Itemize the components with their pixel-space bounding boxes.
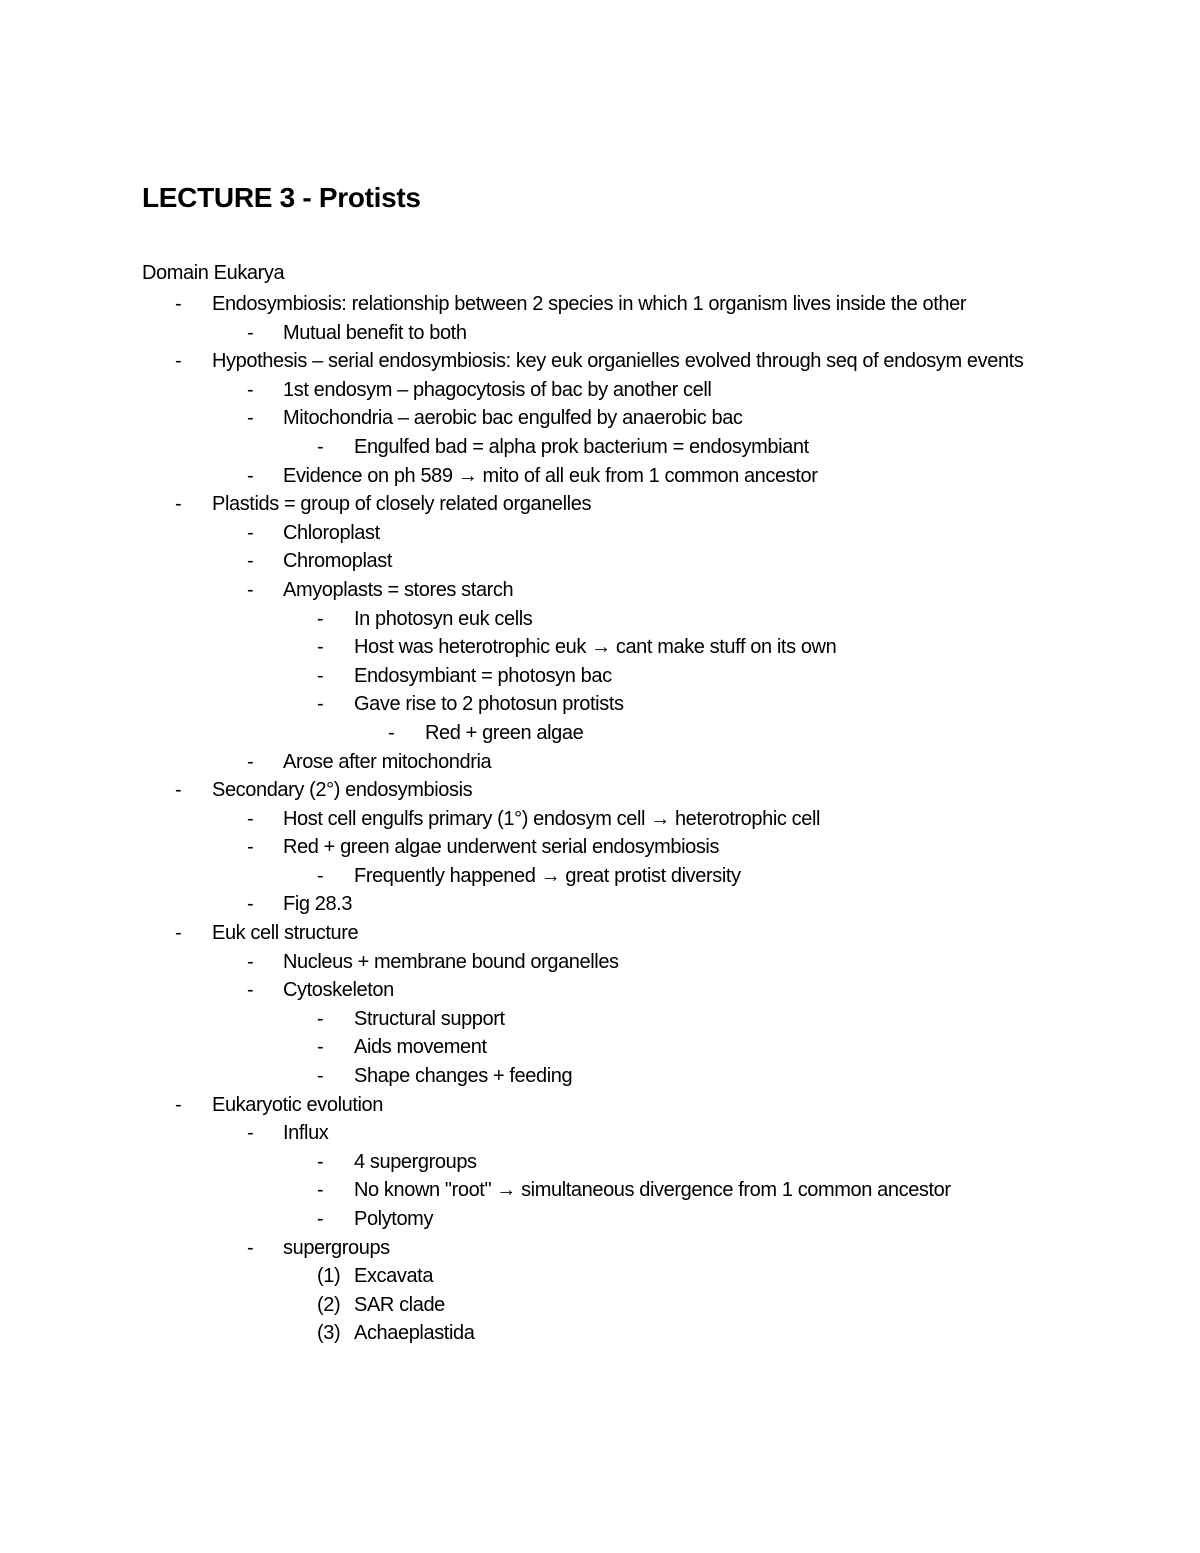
list-item xyxy=(0,576,1200,605)
list-item-text: Plastids = group of closely related organelles xyxy=(212,493,592,516)
list-item xyxy=(0,519,1200,548)
bullet-dash: - xyxy=(247,1236,254,1259)
list-item-text: Endosymbiosis: relationship between 2 species in which 1 organism lives inside the other xyxy=(212,293,967,315)
list-item xyxy=(0,605,1200,634)
list-item-text: Host cell engulfs primary (1°) endosym cell → heterotrophic cell xyxy=(283,807,821,830)
item-number: (1) xyxy=(317,1265,341,1288)
list-item xyxy=(0,1033,1200,1062)
bullet-dash: - xyxy=(247,979,254,1002)
bullet-dash: - xyxy=(247,836,254,859)
list-item-text: Polytomy xyxy=(354,1208,434,1230)
list-item-text: 1st endosym – phagocytosis of bac by another cell xyxy=(283,378,712,401)
list-item xyxy=(0,890,1200,919)
bullet-dash: - xyxy=(317,693,324,716)
bullet-dash: - xyxy=(247,893,254,916)
list-item-text: Chromoplast xyxy=(283,550,392,573)
bullet-dash: - xyxy=(317,664,324,687)
list-item xyxy=(0,1176,1200,1205)
list-item-text: Shape changes + feeding xyxy=(354,1065,573,1088)
list-item xyxy=(0,290,1200,319)
list-item-text: Host was heterotrophic euk → cant make stuff on its own xyxy=(354,636,837,659)
numbered-item xyxy=(0,1319,1200,1348)
bullet-dash: - xyxy=(175,922,182,945)
list-item-text: Mutual benefit to both xyxy=(283,321,467,344)
list-item xyxy=(0,462,1200,491)
list-item-text: Engulfed bad = alpha prok bacterium = endosymbiant xyxy=(354,435,809,458)
list-item xyxy=(0,490,1200,519)
bullet-dash: - xyxy=(247,321,254,344)
bullet-dash: - xyxy=(175,293,182,315)
list-item-text: Endosymbiant = photosyn bac xyxy=(354,664,612,687)
list-item xyxy=(0,376,1200,405)
list-item-text: Mitochondria – aerobic bac engulfed by anaerobic bac xyxy=(283,407,743,430)
bullet-dash: - xyxy=(247,521,254,544)
list-item-text: Chloroplast xyxy=(283,521,380,544)
list-item xyxy=(0,1205,1200,1234)
list-item-text: No known "root" → simultaneous divergence from 1 common ancestor xyxy=(354,1179,951,1202)
bullet-dash: - xyxy=(175,350,182,373)
list-item-text: SAR clade xyxy=(354,1293,445,1316)
bullet-dash: - xyxy=(317,1036,324,1059)
list-item xyxy=(0,547,1200,576)
list-item xyxy=(0,319,1200,348)
list-item-text: Red + green algae xyxy=(425,721,584,744)
bullet-dash: - xyxy=(317,864,324,887)
bullet-dash: - xyxy=(317,1065,324,1088)
bullet-dash: - xyxy=(247,578,254,601)
list-item xyxy=(0,776,1200,805)
list-item xyxy=(0,833,1200,862)
list-item xyxy=(0,1062,1200,1091)
list-item xyxy=(0,748,1200,777)
bullet-dash: - xyxy=(247,807,254,830)
bullet-dash: - xyxy=(247,550,254,573)
list-item-text: Arose after mitochondria xyxy=(283,750,492,773)
list-item-text: Influx xyxy=(283,1122,329,1145)
list-item xyxy=(0,662,1200,691)
list-item-text: Euk cell structure xyxy=(212,922,359,945)
bullet-dash: - xyxy=(388,721,395,744)
list-item xyxy=(0,404,1200,433)
bullet-dash: - xyxy=(317,1150,324,1173)
bullet-dash: - xyxy=(247,1122,254,1145)
bullet-dash: - xyxy=(175,493,182,516)
list-item xyxy=(0,1234,1200,1263)
section-heading: Domain Eukarya xyxy=(142,262,285,284)
list-item xyxy=(0,690,1200,719)
list-item xyxy=(0,347,1200,376)
list-item-text: Secondary (2°) endosymbiosis xyxy=(212,779,473,802)
list-item xyxy=(0,1005,1200,1034)
list-item-text: Achaeplastida xyxy=(354,1322,475,1345)
list-item-text: Amyoplasts = stores starch xyxy=(283,578,514,601)
list-item-text: supergroups xyxy=(283,1236,390,1259)
list-item-text: Fig 28.3 xyxy=(283,893,353,916)
list-item-text: Gave rise to 2 photosun protists xyxy=(354,693,624,716)
bullet-dash: - xyxy=(317,1208,324,1230)
list-item-text: Evidence on ph 589 → mito of all euk from 1 common ancestor xyxy=(283,464,818,487)
bullet-dash: - xyxy=(247,464,254,487)
list-item-text: Cytoskeleton xyxy=(283,979,394,1002)
list-item xyxy=(0,919,1200,948)
bullet-dash: - xyxy=(317,636,324,659)
bullet-dash: - xyxy=(247,950,254,973)
bullet-dash: - xyxy=(175,779,182,802)
list-item xyxy=(0,433,1200,462)
list-item xyxy=(0,862,1200,891)
outline-list xyxy=(0,290,1200,1348)
list-item xyxy=(0,805,1200,834)
bullet-dash: - xyxy=(175,1093,182,1116)
bullet-dash: - xyxy=(247,750,254,773)
list-item xyxy=(0,1119,1200,1148)
item-number: (2) xyxy=(317,1293,341,1316)
list-item xyxy=(0,1091,1200,1120)
list-item-text: Nucleus + membrane bound organelles xyxy=(283,950,619,973)
bullet-dash: - xyxy=(317,607,324,630)
list-item-text: Hypothesis – serial endosymbiosis: key euk organielles evolved through seq of endosym events xyxy=(212,350,1024,373)
list-item xyxy=(0,633,1200,662)
list-item-text: Excavata xyxy=(354,1265,434,1288)
item-number: (3) xyxy=(317,1322,341,1345)
list-item-text: In photosyn euk cells xyxy=(354,607,533,630)
document-title: LECTURE 3 - Protists xyxy=(142,182,421,213)
bullet-dash: - xyxy=(317,1179,324,1202)
list-item xyxy=(0,948,1200,977)
list-item xyxy=(0,1148,1200,1177)
list-item xyxy=(0,976,1200,1005)
list-item-text: Structural support xyxy=(354,1007,505,1030)
numbered-item xyxy=(0,1262,1200,1291)
list-item-text: Eukaryotic evolution xyxy=(212,1093,383,1116)
list-item xyxy=(0,719,1200,748)
bullet-dash: - xyxy=(247,407,254,430)
bullet-dash: - xyxy=(247,378,254,401)
bullet-dash: - xyxy=(317,1007,324,1030)
list-item-text: Red + green algae underwent serial endosymbiosis xyxy=(283,836,720,859)
list-item-text: Frequently happened → great protist diversity xyxy=(354,864,741,887)
list-item-text: Aids movement xyxy=(354,1036,487,1059)
bullet-dash: - xyxy=(317,435,324,458)
numbered-item xyxy=(0,1291,1200,1320)
list-item-text: 4 supergroups xyxy=(354,1150,477,1173)
